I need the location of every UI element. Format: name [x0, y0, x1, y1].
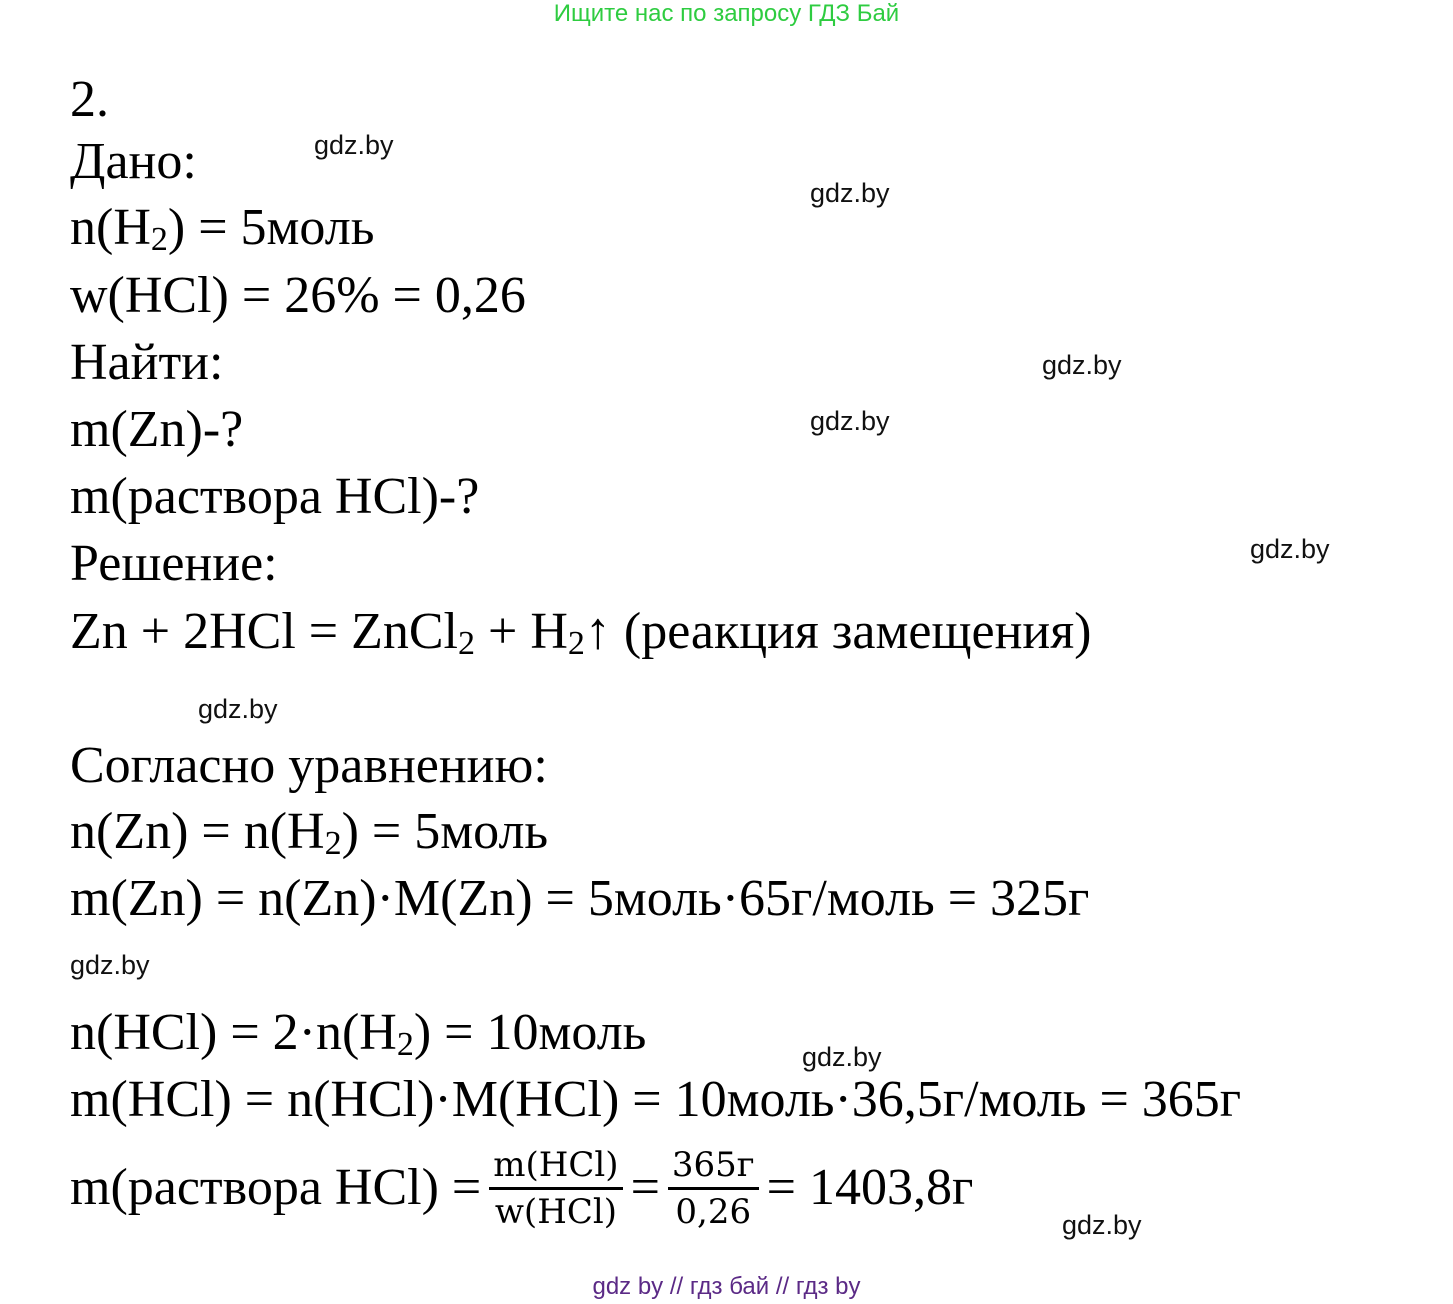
solution-label: Решение:: [70, 535, 278, 592]
footer-links: gdz by // гдз бай // гдз by: [592, 1273, 861, 1300]
according-label: Согласно уравнению:: [70, 737, 548, 794]
find-label: Найти:: [70, 334, 224, 391]
step-n-hcl: $n(HCl) = 2\cdot n(H_2)$ = 10моль: [70, 1004, 647, 1063]
step-m-solution: m(раствора HCl) = $\frac{\text{m(HCl)}}{\text{w(HCl)}}$ = $\frac{365г}{0,26}$ = 1403,8г: [70, 1144, 974, 1232]
reaction-equation: Zn + 2HCl = ZnCl$_2$ + $H_2↑$ (реакция замещения): [70, 603, 1092, 662]
step-m-zn: m(Zn) = n(Zn)·M(Zn) = 5моль·65г/моль = 325г: [70, 870, 1090, 927]
find-m-zn: m(Zn)-?: [70, 401, 244, 458]
step-n-zn: $n(Zn) = n(H_2)$ = 5моль: [70, 803, 549, 862]
watermark: gdz.by: [1250, 534, 1330, 564]
step-m-hcl: m(HCl) = n(HCl)·M(HCl) = 10моль·36,5г/моль = 365г: [70, 1071, 1242, 1128]
watermark: gdz.by: [314, 130, 394, 160]
watermark: gdz.by: [1042, 350, 1122, 380]
watermark: gdz.by: [802, 1042, 882, 1072]
watermark: gdz.by: [198, 694, 278, 724]
find-m-solution: m(раствора HCl)-?: [70, 468, 480, 525]
task-number: 2.: [70, 71, 109, 128]
top-banner: Ищите нас по запросу ГДЗ Бай: [553, 0, 900, 27]
watermark: gdz.by: [1062, 1210, 1142, 1240]
given-w-hcl: w(HCl) = 26% = 0,26: [70, 267, 526, 324]
given-n-h2: $n(H_2)$ = 5моль: [70, 199, 375, 258]
given-label: Дано:: [70, 133, 197, 190]
fraction-mass-over-fraction: $\frac{\text{m(HCl)}}{\text{w(HCl)}}$: [489, 1143, 622, 1234]
watermark: gdz.by: [810, 406, 890, 436]
watermark: gdz.by: [810, 178, 890, 208]
fraction-numeric: $\frac{365г}{0,26}$: [668, 1143, 759, 1234]
watermark: gdz.by: [70, 950, 150, 980]
